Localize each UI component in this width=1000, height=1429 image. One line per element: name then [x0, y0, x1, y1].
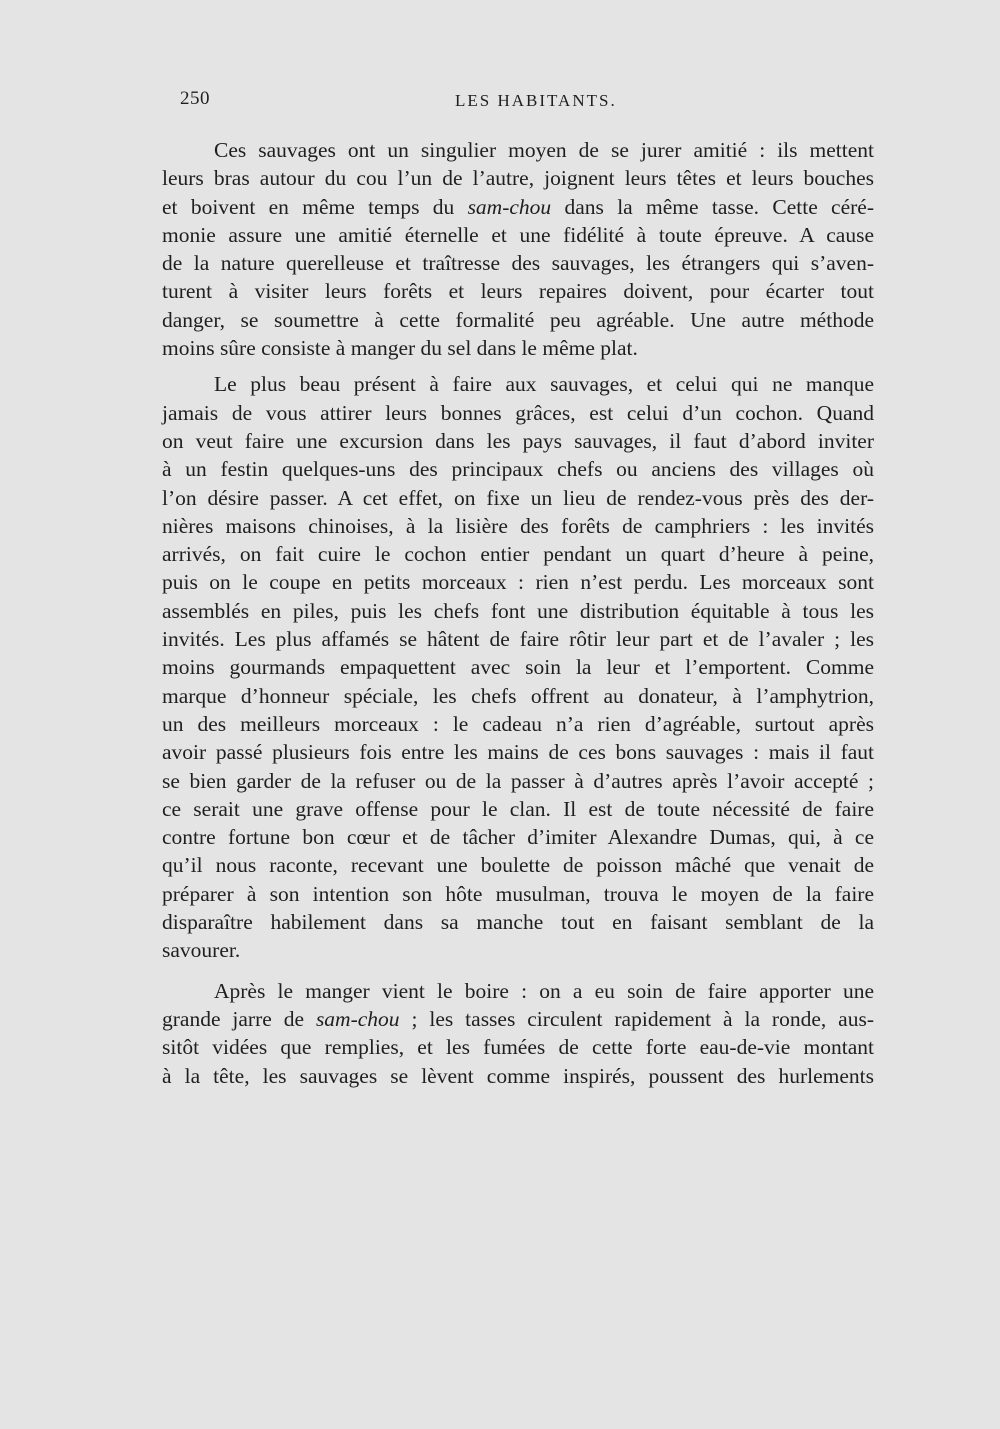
text-run: préparer à son intention son hôte musulman, trouva le moyen de la faire [162, 881, 874, 906]
text-run: invités. Les plus affamés se hâtent de faire rôtir leur part et de l’avaler ; les [162, 627, 874, 652]
text-run: jamais de vous attirer leurs bonnes grâces, est celui d’un cochon. Quand [162, 400, 874, 425]
page-number: 250 [180, 88, 210, 109]
text-run: se bien garder de la refuser ou de la passer à d’autres après l’avoir accepté ; [162, 768, 874, 793]
text-run: turent à visiter leurs forêts et leurs repaires doivent, pour écarter tout [162, 279, 874, 304]
text-run: Le plus beau présent à faire aux sauvages, et celui qui ne manque [214, 372, 874, 397]
text-run: assemblés en piles, puis les chefs font une distribution équitable à tous les [162, 598, 874, 623]
paragraph [162, 136, 874, 362]
text-line [162, 455, 874, 483]
text-line [162, 484, 874, 512]
text-line [162, 277, 874, 305]
text-line [162, 164, 874, 192]
text-line [162, 597, 874, 625]
text-line [162, 306, 874, 334]
text-line [162, 334, 874, 362]
text-run: Après le manger vient le boire : on a eu soin de faire apporter une [214, 978, 874, 1003]
text-line [162, 568, 874, 596]
text-run: avoir passé plusieurs fois entre les mains de ces bons sauvages : mais il faut [162, 740, 874, 765]
text-run: et boivent en même temps du [162, 194, 468, 219]
text-line [162, 851, 874, 879]
italic-term: sam-chou [315, 1006, 400, 1031]
text-line [162, 936, 874, 964]
text-run: savourer. [162, 938, 241, 963]
text-run: nières maisons chinoises, à la lisière des forêts de camphriers : les invités [162, 513, 874, 538]
text-run: arrivés, on fait cuire le cochon entier pendant un quart d’heure à peine, [162, 542, 874, 567]
italic-term: sam-chou [467, 194, 552, 219]
paragraph [162, 370, 874, 964]
text-line [162, 795, 874, 823]
text-run: qu’il nous raconte, recevant une boulette de poisson mâché que venait de [162, 853, 874, 878]
text-line [162, 540, 874, 568]
text-run: monie assure une amitié éternelle et une fidélité à toute épreuve. A cause [162, 222, 874, 247]
paragraph-gap [162, 965, 874, 977]
text-line [162, 512, 874, 540]
text-run: sitôt vidées que remplies, et les fumées de cette forte eau-de-vie montant [162, 1035, 874, 1060]
text-line [162, 738, 874, 766]
paragraph-gap [162, 362, 874, 370]
text-line [162, 370, 874, 398]
text-line [162, 908, 874, 936]
text-line [162, 710, 874, 738]
text-run: ; les tasses circulent rapidement à la ronde, aus- [399, 1006, 874, 1031]
text-line [162, 1062, 874, 1090]
text-line [162, 823, 874, 851]
text-run: on veut faire une excursion dans les pays sauvages, il faut d’abord inviter [162, 428, 874, 453]
text-line [162, 136, 874, 164]
text-line [162, 625, 874, 653]
running-title: LES HABITANTS. [455, 91, 617, 110]
text-run: danger, se soumettre à cette formalité peu agréable. Une autre méthode [162, 307, 874, 332]
text-run: Ces sauvages ont un singulier moyen de se jurer amitié : ils mettent [214, 138, 874, 162]
text-line [162, 399, 874, 427]
text-run: grande jarre de [162, 1006, 316, 1031]
text-run: marque d’honneur spéciale, les chefs offrent au donateur, à l’amphytrion, [162, 683, 874, 708]
text-line [162, 221, 874, 249]
text-line [162, 427, 874, 455]
text-run: l’on désire passer. A cet effet, on fixe un lieu de rendez-vous près des der- [162, 485, 874, 510]
text-run: à un festin quelques-uns des principaux chefs ou anciens des villages où [162, 457, 874, 482]
text-run: disparaître habilement dans sa manche tout en faisant semblant de la [162, 910, 874, 935]
text-run: puis on le coupe en petits morceaux : rien n’est perdu. Les morceaux sont [162, 570, 874, 595]
text-line [162, 977, 874, 1005]
text-line [162, 193, 874, 221]
paragraph [162, 977, 874, 1090]
text-line [162, 1033, 874, 1061]
body-text [162, 136, 874, 1090]
text-line [162, 653, 874, 681]
text-run: dans la même tasse. Cette céré- [551, 194, 874, 219]
text-run: à la tête, les sauvages se lèvent comme inspirés, poussent des hurlements [162, 1063, 874, 1088]
text-run: moins gourmands empaquettent avec soin la leur et l’emportent. Comme [162, 655, 874, 680]
text-run: contre fortune bon cœur et de tâcher d’imiter Alexandre Dumas, qui, à ce [162, 825, 874, 850]
text-run: de la nature querelleuse et traîtresse des sauvages, les étrangers qui s’aven- [162, 251, 874, 276]
text-run: un des meilleurs morceaux : le cadeau n’a rien d’agréable, surtout après [162, 711, 874, 736]
text-line [162, 682, 874, 710]
text-run: ce serait une grave offense pour le clan. Il est de toute nécessité de faire [162, 796, 874, 821]
running-head [180, 88, 870, 118]
text-run: leurs bras autour du cou l’un de l’autre, joignent leurs têtes et leurs bouches [162, 166, 874, 191]
text-line [162, 249, 874, 277]
text-run: moins sûre consiste à manger du sel dans le même plat. [162, 336, 638, 361]
text-line [162, 767, 874, 795]
text-line [162, 1005, 874, 1033]
text-line [162, 880, 874, 908]
